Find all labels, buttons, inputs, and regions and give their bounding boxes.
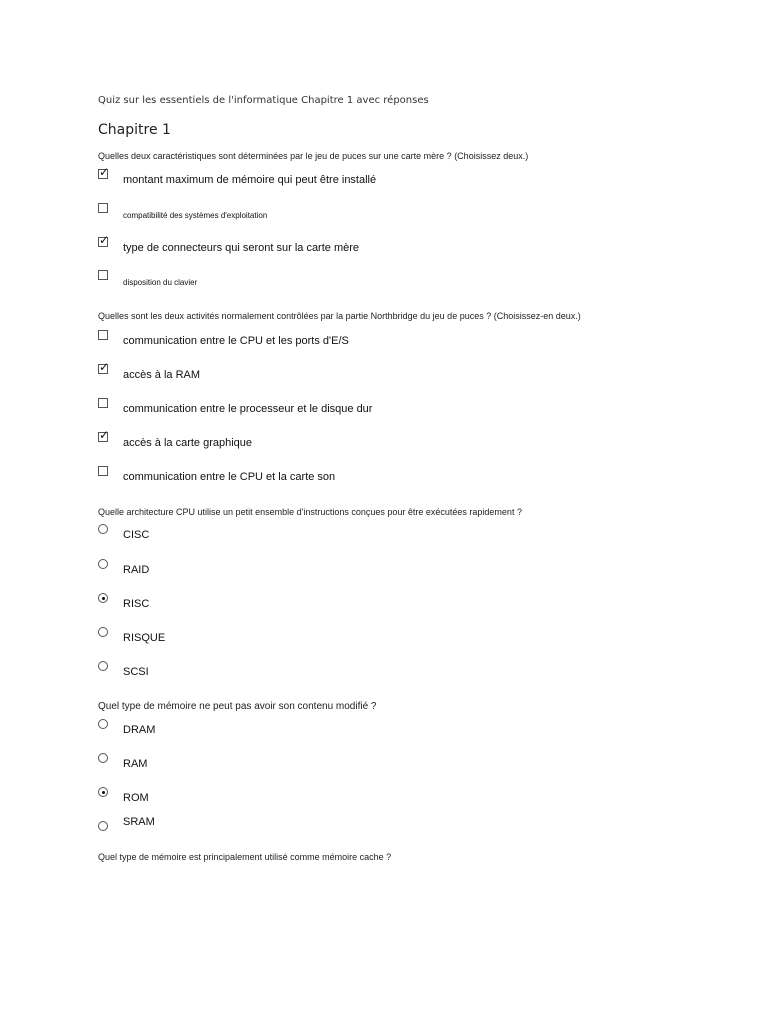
radio-selected-dot-icon xyxy=(102,791,105,794)
q2-option-4[interactable] xyxy=(98,428,698,452)
radio-button[interactable] xyxy=(98,627,108,637)
question-1-text: Quelles deux caractéristiques sont déterminées par le jeu de puces sur une carte mère ? (Choisissez deux.) xyxy=(98,151,529,161)
q2-option-1[interactable] xyxy=(98,330,698,350)
radio-button[interactable] xyxy=(98,524,108,534)
question-5-text: Quel type de mémoire est principalement utilisé comme mémoire cache ? xyxy=(98,852,392,862)
option-label: disposition du clavier xyxy=(123,278,198,287)
q4-option-3[interactable] xyxy=(98,787,698,807)
question-4-text: Quel type de mémoire ne peut pas avoir son contenu modifié ? xyxy=(98,701,377,712)
radio-button[interactable] xyxy=(98,559,108,569)
question-2-text: Quelles sont les deux activités normalement contrôlées par la partie Northbridge du jeu de puces ? (Choisissez-en deux.) xyxy=(98,311,581,321)
option-label: accès à la carte graphique xyxy=(123,437,253,449)
option-label: communication entre le processeur et le disque dur xyxy=(123,403,373,415)
checkbox[interactable] xyxy=(98,466,108,476)
q3-option-5[interactable] xyxy=(98,661,698,681)
checkbox[interactable] xyxy=(98,428,110,442)
radio-button[interactable] xyxy=(98,753,108,763)
q4-option-4[interactable] xyxy=(98,811,698,831)
q3-option-3[interactable] xyxy=(98,593,698,613)
radio-button[interactable] xyxy=(98,787,108,797)
option-label: DRAM xyxy=(123,724,156,736)
option-label: SCSI xyxy=(123,666,149,678)
option-label: CISC xyxy=(123,529,150,541)
checkbox[interactable] xyxy=(98,270,108,280)
question-3-text: Quelle architecture CPU utilise un petit ensemble d'instructions conçues pour être exécutées rapidement ? xyxy=(98,507,522,517)
checkbox[interactable] xyxy=(98,233,110,247)
check-mark-icon: ✓ xyxy=(99,233,110,247)
option-label: RISC xyxy=(123,598,150,610)
option-label: communication entre le CPU et les ports d'E/S xyxy=(123,335,349,347)
checkbox[interactable] xyxy=(98,360,110,374)
option-label: ROM xyxy=(123,792,149,804)
option-label: compatibilité des systèmes d'exploitation xyxy=(123,211,268,220)
q1-option-3[interactable] xyxy=(98,233,698,257)
q2-option-5[interactable] xyxy=(98,466,698,486)
checkbox[interactable] xyxy=(98,330,108,340)
q1-option-4[interactable] xyxy=(98,270,698,290)
option-label: communication entre le CPU et la carte son xyxy=(123,471,336,483)
check-mark-icon: ✓ xyxy=(99,165,110,179)
radio-button[interactable] xyxy=(98,661,108,671)
option-label: RAID xyxy=(123,564,150,576)
checkbox[interactable] xyxy=(98,165,110,179)
chapter-heading: Chapitre 1 xyxy=(98,122,171,138)
option-label: montant maximum de mémoire qui peut être installé xyxy=(123,174,377,186)
q4-option-2[interactable] xyxy=(98,753,698,773)
check-mark-icon: ✓ xyxy=(99,360,110,374)
checkbox[interactable] xyxy=(98,203,108,213)
option-label: RISQUE xyxy=(123,632,166,644)
option-label: type de connecteurs qui seront sur la carte mère xyxy=(123,242,360,254)
q3-option-2[interactable] xyxy=(98,559,698,579)
q2-option-3[interactable] xyxy=(98,398,698,418)
checkbox[interactable] xyxy=(98,398,108,408)
option-label: SRAM xyxy=(123,816,155,828)
radio-button[interactable] xyxy=(98,719,108,729)
q1-option-1[interactable] xyxy=(98,165,698,189)
option-label: RAM xyxy=(123,758,148,770)
q4-option-1[interactable] xyxy=(98,719,698,739)
q1-option-2[interactable] xyxy=(98,203,698,223)
radio-button[interactable] xyxy=(98,821,108,831)
check-mark-icon: ✓ xyxy=(99,428,110,442)
option-label: accès à la RAM xyxy=(123,369,201,381)
q3-option-1[interactable] xyxy=(98,524,698,544)
q2-option-2[interactable] xyxy=(98,360,698,384)
document-title: Quiz sur les essentiels de l'informatique Chapitre 1 avec réponses xyxy=(98,95,429,106)
q3-option-4[interactable] xyxy=(98,627,698,647)
radio-button[interactable] xyxy=(98,593,108,603)
radio-selected-dot-icon xyxy=(102,597,105,600)
